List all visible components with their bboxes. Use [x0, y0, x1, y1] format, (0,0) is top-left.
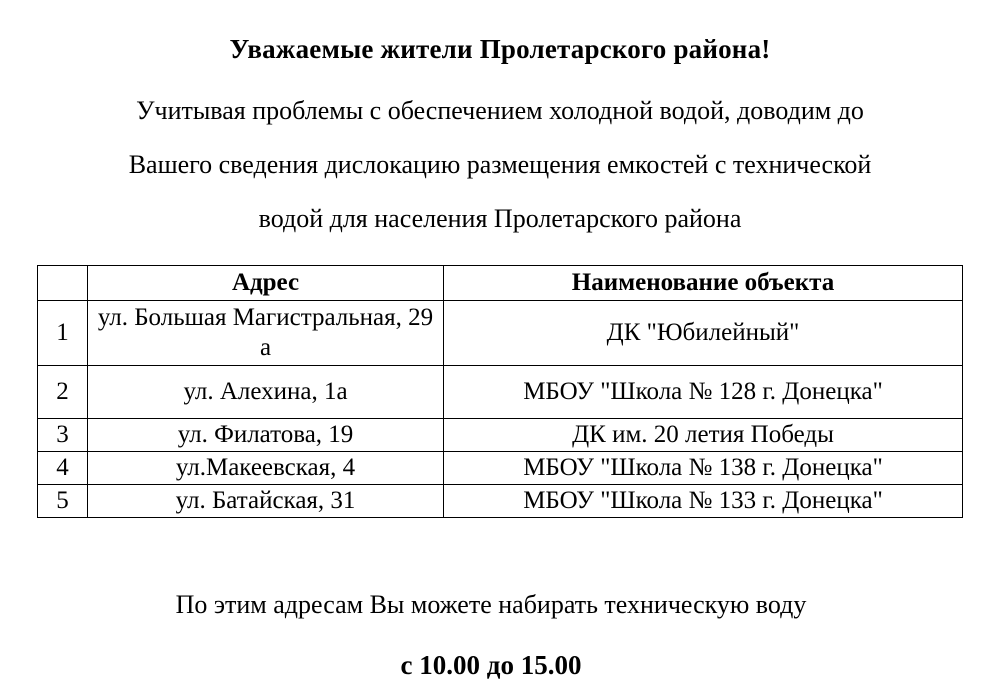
- row-address: ул. Филатова, 19: [88, 419, 444, 452]
- table-row: [38, 485, 963, 518]
- table-header-row: [38, 266, 963, 301]
- row-address: ул. Батайская, 31: [88, 485, 444, 518]
- row-object: МБОУ "Школа № 138 г. Донецка": [444, 452, 963, 485]
- intro-line: водой для населения Пролетарского района: [258, 204, 742, 233]
- intro-line: Вашего сведения дислокацию размещения емкостей с технической: [128, 150, 872, 179]
- table-row: [38, 366, 963, 419]
- row-address: ул. Алехина, 1а: [88, 366, 444, 419]
- intro-paragraph: [40, 84, 960, 246]
- row-object: МБОУ "Школа № 133 г. Донецка": [444, 485, 963, 518]
- intro-line: Учитывая проблемы с обеспечением холодной водой, доводим до: [136, 96, 864, 125]
- table-row: [38, 419, 963, 452]
- row-object: ДК "Юбилейный": [444, 301, 963, 366]
- notice-title: Уважаемые жители Пролетарского района!: [229, 34, 771, 64]
- header-address: Адрес: [88, 266, 444, 301]
- row-number: 2: [38, 366, 88, 419]
- water-points-table: [37, 265, 963, 518]
- header-object-name: Наименование объекта: [444, 266, 963, 301]
- row-number: 1: [38, 301, 88, 366]
- header-number: [38, 266, 88, 301]
- footer-note: По этим адресам Вы можете набирать техническую воду: [175, 590, 807, 619]
- table-row: [38, 301, 963, 366]
- row-address: ул. Большая Магистральная, 29 а: [88, 301, 444, 366]
- row-number: 4: [38, 452, 88, 485]
- table-row: [38, 452, 963, 485]
- row-object: ДК им. 20 летия Победы: [444, 419, 963, 452]
- working-hours: с 10.00 до 15.00: [400, 650, 582, 680]
- row-number: 5: [38, 485, 88, 518]
- row-address: ул.Макеевская, 4: [88, 452, 444, 485]
- row-number: 3: [38, 419, 88, 452]
- row-object: МБОУ "Школа № 128 г. Донецка": [444, 366, 963, 419]
